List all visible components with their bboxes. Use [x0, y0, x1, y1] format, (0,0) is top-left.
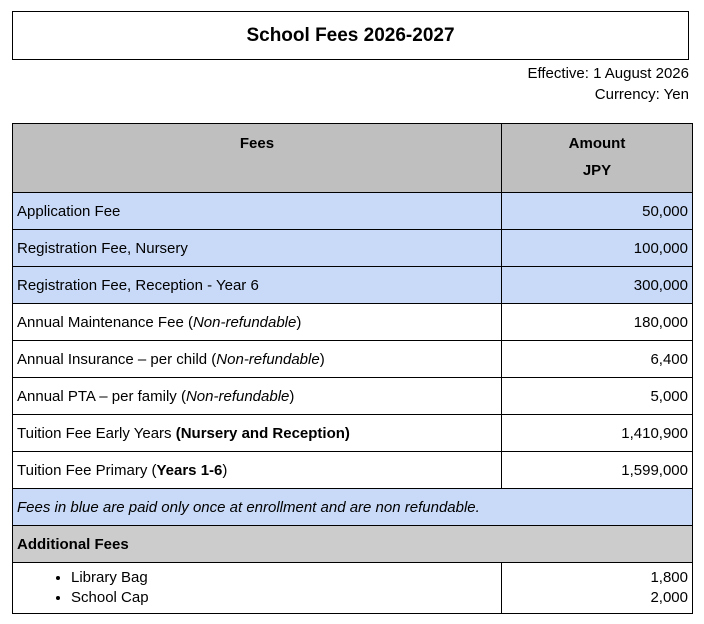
fee-note: Non-refundable	[185, 387, 290, 405]
fee-label	[13, 304, 502, 341]
additional-items-list	[17, 568, 497, 608]
fee-label: Registration Fee, Reception - Year 6	[13, 267, 502, 304]
page-title: School Fees 2026-2027	[12, 11, 689, 60]
note-row	[13, 489, 693, 526]
table-row	[13, 452, 693, 489]
blue-fees-note	[13, 489, 693, 526]
fee-label-text: Tuition Fee Primary (	[17, 461, 157, 479]
fee-label-text: Annual Maintenance Fee (	[17, 313, 193, 331]
fee-amount: 1,599,000	[502, 452, 693, 489]
fee-label	[13, 341, 502, 378]
header-amount	[502, 124, 693, 193]
table-row	[13, 267, 693, 304]
fee-suffix: )	[296, 313, 302, 331]
additional-fees-header: Additional Fees	[13, 526, 693, 563]
fee-label	[13, 452, 502, 489]
fee-amount: 6,400	[502, 341, 693, 378]
fees-table	[12, 123, 693, 614]
list-item: • School Cap	[71, 588, 497, 608]
fee-label	[13, 378, 502, 415]
fee-suffix: )	[319, 350, 325, 368]
table-header	[13, 124, 693, 193]
additional-amounts	[502, 563, 693, 614]
table-row	[13, 193, 693, 230]
fee-note: Non-refundable	[216, 350, 320, 368]
fee-label-text: Annual PTA – per family (	[17, 387, 186, 405]
fee-amount: 180,000	[502, 304, 693, 341]
table-row	[13, 230, 693, 267]
fee-label	[13, 415, 502, 452]
additional-amount: 1,800	[650, 569, 688, 586]
fee-suffix: )	[289, 387, 295, 405]
effective-date: Effective: 1 August 2026	[527, 65, 689, 82]
fee-bold: Years 1-6	[156, 461, 223, 479]
fee-amount: 100,000	[502, 230, 693, 267]
table-row	[13, 341, 693, 378]
fee-amount: 50,000	[502, 193, 693, 230]
meta-info	[527, 63, 689, 105]
currency-label: Currency: Yen	[594, 86, 689, 103]
table-row	[13, 415, 693, 452]
fee-label-text: Tuition Fee Early Years	[17, 424, 176, 442]
fee-amount: 300,000	[502, 267, 693, 304]
fee-amount: 1,410,900	[502, 415, 693, 452]
fee-note: Non-refundable	[192, 313, 297, 331]
header-fees: Fees	[13, 124, 502, 193]
fee-amount: 5,000	[502, 378, 693, 415]
fee-bold: (Nursery and Reception)	[175, 424, 350, 442]
list-item: • Library Bag	[71, 568, 497, 588]
fee-label: Application Fee	[13, 193, 502, 230]
header-currency: JPY	[582, 162, 612, 179]
fee-label: Registration Fee, Nursery	[13, 230, 502, 267]
additional-fees-header-row	[13, 526, 693, 563]
additional-amount: 2,000	[650, 589, 688, 606]
table-row	[13, 304, 693, 341]
additional-items	[13, 563, 502, 614]
additional-fees-row	[13, 563, 693, 614]
fee-suffix: )	[222, 461, 228, 479]
fee-label-text: Annual Insurance – per child (	[17, 350, 217, 368]
note-text: Fees in blue are paid only once at enrollment and are non refundable.	[17, 498, 480, 516]
header-amount-label: Amount	[568, 135, 626, 152]
table-row	[13, 378, 693, 415]
